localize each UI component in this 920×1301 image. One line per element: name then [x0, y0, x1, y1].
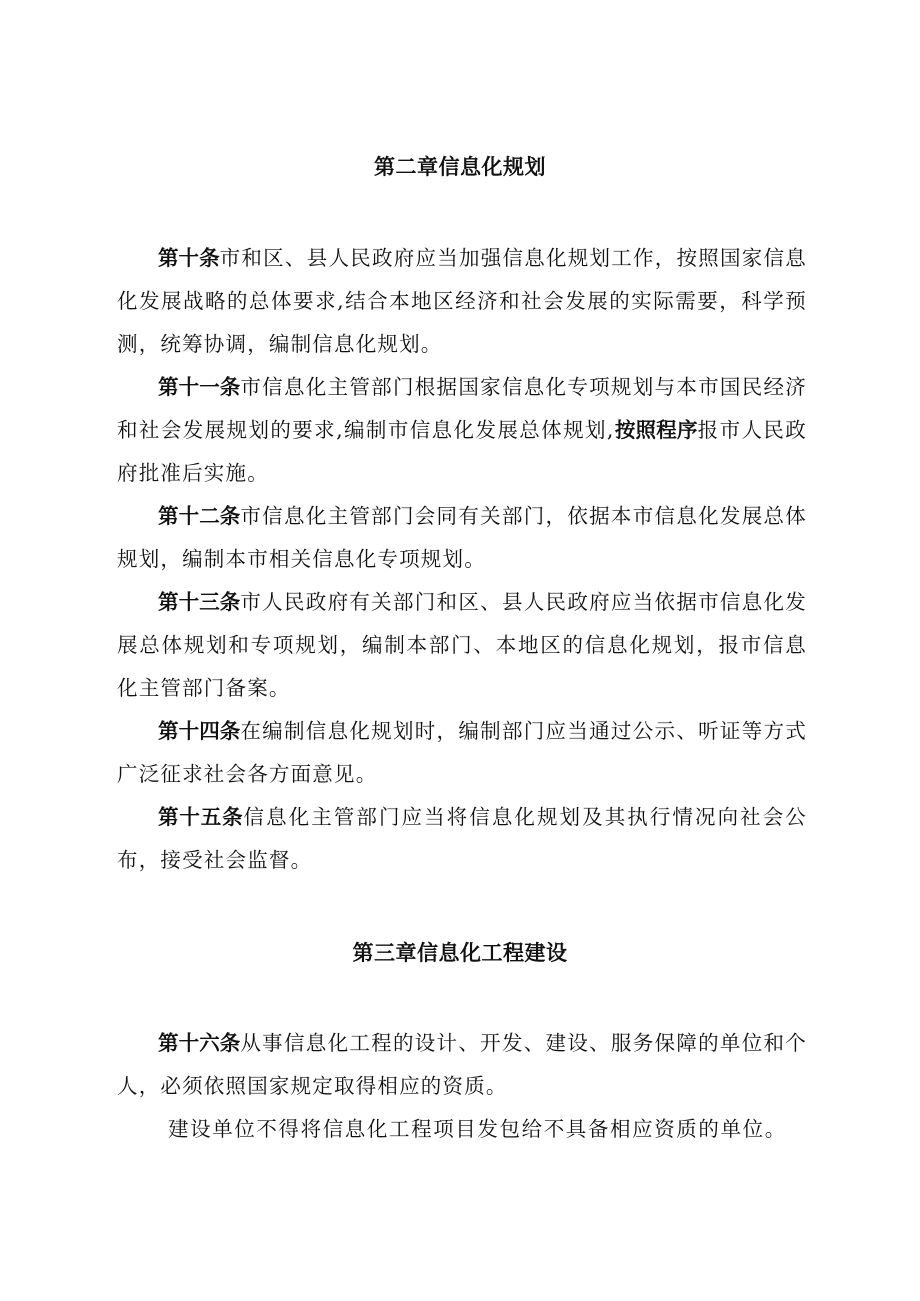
article-12 [117, 495, 807, 581]
article-label: 第十四条 [158, 719, 241, 743]
article-text-after: 报市人民政府批准后实施。 [117, 418, 808, 485]
chapter-2-title: 第二章信息化规划 [374, 155, 546, 179]
article-text: 市和区、县人民政府应当加强信息化规划工作，按照国家信息化发展战略的总体要求,结合本地区经济和社会发展的实际需要，科学预测，统筹协调，编制信息化规划。 [117, 246, 807, 356]
article-10 [117, 237, 807, 366]
article-15 [117, 796, 807, 882]
article-label: 第十条 [158, 246, 220, 270]
article-text: 信息化主管部门应当将信息化规划及其执行情况向社会公布，接受社会监督。 [117, 805, 807, 872]
article-11 [117, 366, 807, 495]
chapter-3-body [117, 1022, 807, 1151]
chapter-2-body [117, 237, 807, 882]
article-label: 第十二条 [158, 504, 241, 528]
chapter-3-title: 第三章信息化工程建设 [352, 941, 568, 965]
article-13 [117, 581, 807, 710]
article-16-paragraph: 建设单位不得将信息化工程项目发包给不具备相应资质的单位。 [168, 1117, 787, 1141]
article-text: 市人民政府有关部门和区、县人民政府应当依据市信息化发展总体规划和专项规划，编制本部门、本地区的信息化规划，报市信息化主管部门备案。 [117, 590, 808, 700]
article-label: 第十三条 [158, 590, 241, 614]
article-14 [117, 710, 807, 796]
article-text: 在编制信息化规划时，编制部门应当通过公示、听证等方式广泛征求社会各方面意见。 [117, 719, 808, 786]
article-emphasis: 按照程序 [614, 418, 698, 442]
article-16 [117, 1022, 807, 1108]
article-label: 第十一条 [158, 375, 241, 399]
article-text: 市信息化主管部门会同有关部门，依据本市信息化发展总体规划，编制本市相关信息化专项规划。 [117, 504, 808, 571]
article-text: 从事信息化工程的设计、开发、建设、服务保障的单位和个人，必须依照国家规定取得相应的资质。 [117, 1031, 808, 1098]
article-text: 市信息化主管部门根据国家信息化专项规划与本市国民经济和社会发展规划的要求,编制市信息化发展总体规划, [117, 375, 808, 442]
article-label: 第十六条 [158, 1031, 241, 1055]
article-label: 第十五条 [158, 805, 244, 829]
